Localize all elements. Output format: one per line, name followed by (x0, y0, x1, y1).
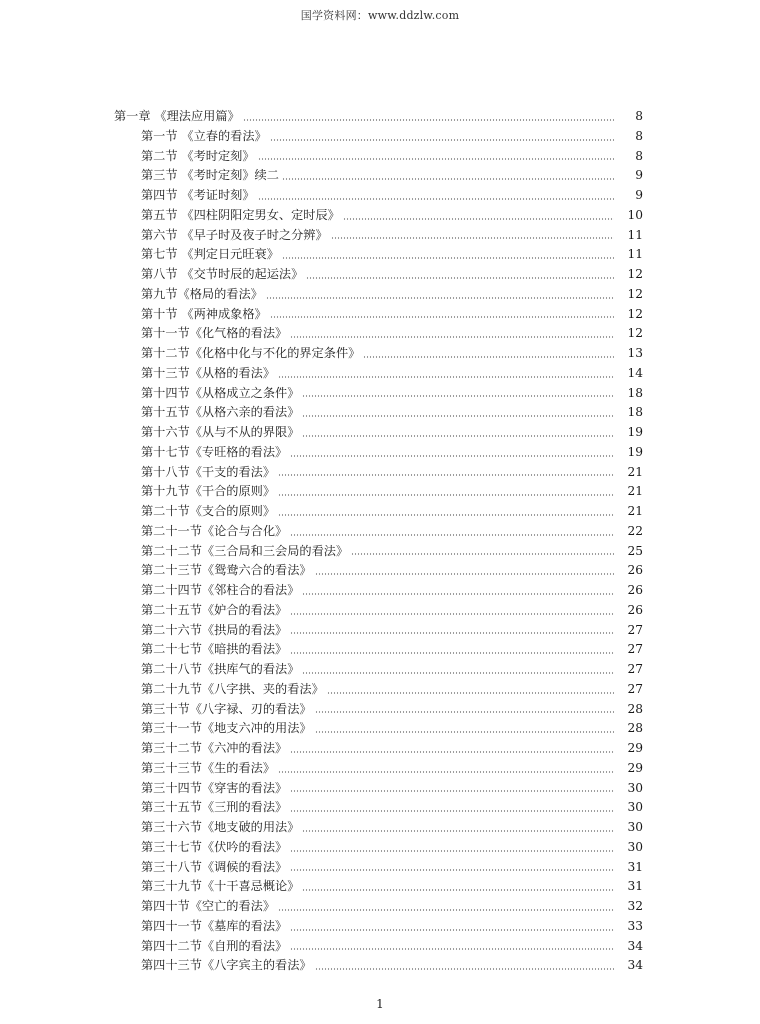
toc-leader-dots (302, 395, 614, 397)
toc-entry-title: 第二十一节《论合与合化》 (141, 523, 288, 538)
toc-entry-title: 第三十九节《十干喜忌概论》 (141, 879, 300, 894)
toc-entry-page: 33 (627, 918, 643, 933)
toc-leader-dots (290, 336, 614, 338)
toc-section-entry[interactable] (0, 779, 760, 799)
toc-leader-dots (363, 356, 614, 358)
toc-entry-title: 第四十一节《墓库的看法》 (141, 918, 288, 933)
toc-leader-dots (315, 573, 614, 575)
toc-entry-page: 30 (627, 820, 643, 834)
toc-entry-title: 第十八节《干支的看法》 (141, 464, 276, 479)
toc-section-entry[interactable] (0, 561, 760, 581)
toc-section-entry[interactable] (0, 858, 760, 878)
toc-section-entry[interactable] (0, 660, 760, 680)
toc-entry-page: 12 (627, 286, 643, 301)
toc-entry-page: 21 (627, 464, 643, 479)
toc-entry-title: 第十九节《干合的原则》 (141, 484, 276, 499)
toc-leader-dots (315, 968, 614, 970)
toc-section-entry[interactable] (0, 364, 760, 384)
toc-entry-page: 29 (627, 760, 643, 775)
toc-entry-page: 21 (627, 484, 643, 499)
toc-section-entry[interactable] (0, 127, 760, 147)
toc-section-entry[interactable] (0, 285, 760, 305)
toc-entry-page: 27 (627, 622, 643, 637)
toc-entry-page: 31 (627, 879, 643, 894)
toc-entry-page: 19 (627, 425, 643, 439)
toc-leader-dots (290, 929, 614, 931)
toc-leader-dots (290, 455, 614, 457)
toc-leader-dots (290, 652, 614, 654)
toc-section-entry[interactable] (0, 877, 760, 897)
toc-entry-page: 9 (635, 168, 643, 183)
toc-section-entry[interactable] (0, 798, 760, 818)
toc-entry-page: 8 (635, 109, 643, 123)
toc-entry-title: 第三节 《考时定刻》续二 (141, 168, 279, 183)
toc-section-entry[interactable] (0, 403, 760, 423)
toc-entry-title: 第一节 《立春的看法》 (141, 128, 267, 143)
toc-section-entry[interactable] (0, 640, 760, 660)
toc-entry-page: 14 (627, 365, 643, 380)
toc-entry-page: 9 (635, 188, 643, 202)
toc-section-entry[interactable] (0, 897, 760, 917)
toc-entry-page: 13 (627, 346, 643, 360)
toc-entry-page: 34 (627, 958, 643, 973)
toc-entry-title: 第三十二节《六冲的看法》 (141, 741, 288, 755)
toc-entry-title: 第三十七节《伏吟的看法》 (141, 839, 288, 854)
toc-leader-dots (290, 850, 614, 852)
toc-entry-title: 第二十九节《八字拱、夹的看法》 (141, 681, 324, 696)
toc-leader-dots (343, 218, 614, 220)
table-of-contents (0, 107, 760, 976)
toc-leader-dots (290, 790, 614, 792)
toc-entry-title: 第十七节《专旺格的看法》 (141, 444, 288, 459)
toc-leader-dots (258, 158, 614, 160)
toc-section-entry[interactable] (0, 502, 760, 522)
page-number: 1 (376, 997, 384, 1011)
toc-entry-page: 27 (627, 642, 643, 657)
toc-section-entry[interactable] (0, 305, 760, 325)
toc-entry-title: 第三十六节《地支破的用法》 (141, 820, 300, 834)
toc-section-entry[interactable] (0, 384, 760, 404)
toc-section-entry[interactable] (0, 147, 760, 167)
toc-entry-title: 第一章 《理法应用篇》 (114, 109, 240, 123)
toc-section-entry[interactable] (0, 917, 760, 937)
toc-section-entry[interactable] (0, 621, 760, 641)
toc-section-entry[interactable] (0, 680, 760, 700)
toc-entry-page: 30 (627, 780, 643, 795)
toc-entry-title: 第二节 《考时定刻》 (141, 148, 255, 163)
toc-entry-title: 第四十二节《自刑的看法》 (141, 938, 288, 953)
page-header: 国学资料网：www.ddzlw.com (300, 9, 460, 22)
toc-entry-page: 18 (627, 385, 643, 400)
toc-leader-dots (302, 672, 614, 674)
toc-section-entry[interactable] (0, 759, 760, 779)
toc-leader-dots (266, 297, 614, 299)
toc-entry-page: 11 (627, 247, 643, 262)
toc-leader-dots (290, 948, 614, 950)
toc-entry-page: 12 (627, 267, 643, 281)
toc-section-entry[interactable] (0, 344, 760, 364)
toc-leader-dots (290, 534, 614, 536)
toc-leader-dots (282, 178, 614, 180)
toc-section-entry[interactable] (0, 166, 760, 186)
toc-entry-page: 30 (627, 839, 643, 854)
toc-entry-title: 第十六节《从与不从的界限》 (141, 425, 300, 439)
toc-section-entry[interactable] (0, 423, 760, 443)
toc-entry-page: 21 (627, 504, 643, 518)
toc-entry-title: 第六节 《早子时及夜子时之分辨》 (141, 227, 328, 242)
toc-section-entry[interactable] (0, 324, 760, 344)
toc-section-entry[interactable] (0, 581, 760, 601)
toc-section-entry[interactable] (0, 937, 760, 957)
toc-leader-dots (351, 553, 614, 555)
toc-entry-title: 第三十八节《调候的看法》 (141, 859, 288, 874)
toc-leader-dots (270, 316, 614, 318)
toc-leader-dots (327, 692, 614, 694)
toc-entry-title: 第十一节《化气格的看法》 (141, 326, 288, 341)
toc-section-entry[interactable] (0, 719, 760, 739)
toc-leader-dots (302, 435, 614, 437)
toc-entry-page: 32 (627, 899, 643, 913)
toc-entry-page: 34 (627, 938, 643, 953)
toc-entry-title: 第二十四节《邻柱合的看法》 (141, 583, 300, 597)
toc-leader-dots (278, 474, 614, 476)
toc-leader-dots (302, 889, 614, 891)
toc-section-entry[interactable] (0, 739, 760, 759)
toc-section-entry[interactable] (0, 542, 760, 562)
toc-leader-dots (306, 277, 614, 279)
toc-entry-title: 第十五节《从格六亲的看法》 (141, 405, 300, 420)
toc-leader-dots (278, 376, 614, 378)
toc-leader-dots (270, 139, 614, 141)
toc-section-entry[interactable] (0, 443, 760, 463)
toc-entry-title: 第三十五节《三刑的看法》 (141, 800, 288, 815)
toc-leader-dots (315, 731, 614, 733)
toc-entry-title: 第三十节《八字禄、刃的看法》 (141, 701, 312, 716)
toc-entry-title: 第十四节《从格成立之条件》 (141, 385, 300, 400)
toc-leader-dots (282, 257, 614, 259)
toc-section-entry[interactable] (0, 265, 760, 285)
toc-entry-title: 第二十三节《鸳鸯六合的看法》 (141, 563, 312, 578)
toc-entry-page: 28 (627, 721, 643, 736)
toc-leader-dots (243, 119, 614, 121)
toc-leader-dots (302, 415, 614, 417)
toc-section-entry[interactable] (0, 700, 760, 720)
toc-entry-title: 第八节 《交节时辰的起运法》 (141, 267, 304, 281)
toc-entry-page: 18 (627, 405, 643, 420)
toc-section-entry[interactable] (0, 226, 760, 246)
toc-entry-page: 12 (627, 326, 643, 341)
toc-entry-page: 10 (627, 207, 643, 222)
toc-entry-title: 第四十节《空亡的看法》 (141, 899, 276, 913)
toc-leader-dots (331, 237, 614, 239)
toc-entry-page: 22 (627, 523, 643, 538)
toc-entry-page: 28 (627, 701, 643, 716)
toc-leader-dots (290, 613, 614, 615)
toc-leader-dots (278, 494, 614, 496)
toc-entry-title: 第十三节《从格的看法》 (141, 365, 276, 380)
toc-entry-title: 第二十节《支合的原则》 (141, 504, 276, 518)
toc-leader-dots (302, 830, 614, 832)
toc-entry-page: 27 (627, 662, 643, 676)
toc-leader-dots (290, 810, 614, 812)
toc-entry-title: 第三十三节《生的看法》 (141, 760, 276, 775)
toc-entry-page: 11 (627, 227, 643, 242)
toc-section-entry[interactable] (0, 522, 760, 542)
toc-entry-page: 8 (635, 128, 643, 143)
toc-leader-dots (278, 909, 614, 911)
toc-leader-dots (258, 198, 614, 200)
toc-leader-dots (290, 869, 614, 871)
toc-entry-title: 第十二节《化格中化与不化的界定条件》 (141, 346, 361, 360)
toc-section-entry[interactable] (0, 838, 760, 858)
toc-section-entry[interactable] (0, 245, 760, 265)
toc-leader-dots (290, 751, 614, 753)
toc-entry-page: 29 (627, 741, 643, 755)
toc-entry-title: 第五节 《四柱阴阳定男女、定时辰》 (141, 207, 340, 222)
toc-entry-title: 第三十一节《地支六冲的用法》 (141, 721, 312, 736)
toc-leader-dots (302, 593, 614, 595)
toc-chapter-entry[interactable] (0, 107, 760, 127)
toc-entry-page: 19 (627, 444, 643, 459)
toc-entry-title: 第二十六节《拱局的看法》 (141, 622, 288, 637)
toc-leader-dots (315, 711, 614, 713)
toc-entry-page: 26 (627, 563, 643, 578)
toc-entry-title: 第二十二节《三合局和三会局的看法》 (141, 543, 349, 558)
toc-section-entry[interactable] (0, 482, 760, 502)
toc-section-entry[interactable] (0, 463, 760, 483)
toc-entry-page: 8 (635, 148, 643, 163)
toc-entry-title: 第四节 《考证时刻》 (141, 188, 255, 202)
toc-entry-page: 26 (627, 583, 643, 597)
toc-entry-title: 第七节 《判定日元旺衰》 (141, 247, 279, 262)
toc-entry-title: 第三十四节《穿害的看法》 (141, 780, 288, 795)
toc-entry-title: 第二十五节《妒合的看法》 (141, 602, 288, 617)
toc-entry-title: 第十节 《两神成象格》 (141, 306, 267, 321)
toc-entry-title: 第四十三节《八字宾主的看法》 (141, 958, 312, 973)
toc-entry-page: 25 (627, 543, 643, 558)
toc-entry-page: 30 (627, 800, 643, 815)
toc-entry-page: 31 (627, 859, 643, 874)
toc-leader-dots (278, 771, 614, 773)
toc-entry-title: 第九节《格局的看法》 (141, 286, 263, 301)
toc-entry-page: 26 (627, 602, 643, 617)
toc-entry-title: 第二十八节《拱库气的看法》 (141, 662, 300, 676)
toc-entry-title: 第二十七节《暗拱的看法》 (141, 642, 288, 657)
toc-section-entry[interactable] (0, 956, 760, 976)
toc-entry-page: 12 (627, 306, 643, 321)
toc-leader-dots (290, 632, 614, 634)
toc-section-entry[interactable] (0, 186, 760, 206)
toc-section-entry[interactable] (0, 601, 760, 621)
toc-section-entry[interactable] (0, 818, 760, 838)
toc-section-entry[interactable] (0, 206, 760, 226)
toc-entry-page: 27 (627, 681, 643, 696)
toc-leader-dots (278, 514, 614, 516)
